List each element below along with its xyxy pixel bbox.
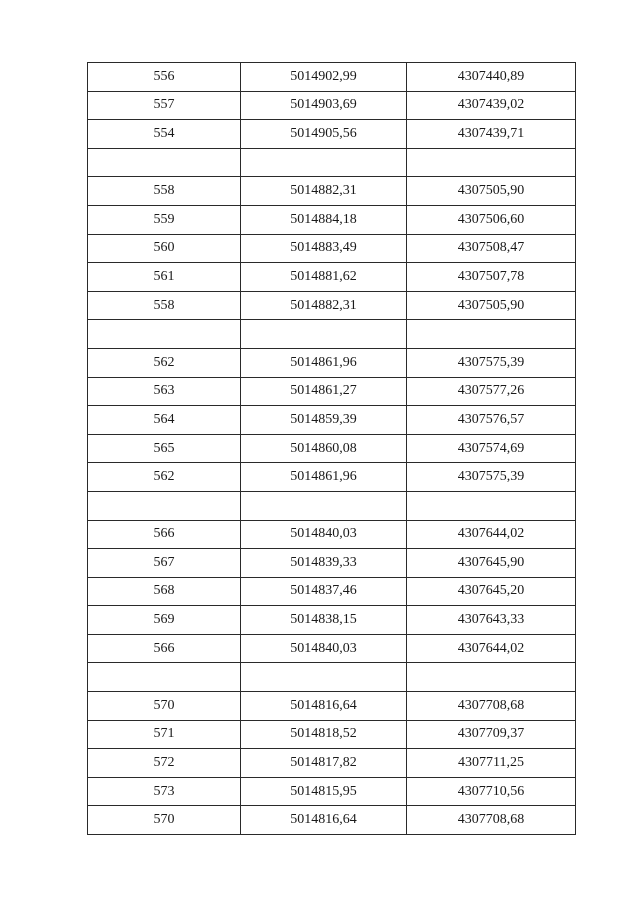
- x-coordinate-cell: 5014839,33: [241, 549, 407, 578]
- point-number-cell: 569: [88, 606, 241, 635]
- table-row: [88, 234, 576, 263]
- point-number-cell: 565: [88, 434, 241, 463]
- point-number-cell: 557: [88, 91, 241, 120]
- x-coordinate-cell: [241, 148, 407, 177]
- point-number-cell: 554: [88, 120, 241, 149]
- x-coordinate-cell: 5014881,62: [241, 263, 407, 292]
- table-row: [88, 148, 576, 177]
- x-coordinate-cell: 5014860,08: [241, 434, 407, 463]
- y-coordinate-cell: 4307440,89: [407, 63, 576, 92]
- y-coordinate-cell: 4307644,02: [407, 634, 576, 663]
- table-row: [88, 320, 576, 349]
- x-coordinate-cell: 5014838,15: [241, 606, 407, 635]
- table-row: [88, 549, 576, 578]
- y-coordinate-cell: 4307709,37: [407, 720, 576, 749]
- x-coordinate-cell: 5014859,39: [241, 406, 407, 435]
- y-coordinate-cell: 4307575,39: [407, 348, 576, 377]
- x-coordinate-cell: 5014861,96: [241, 463, 407, 492]
- x-coordinate-cell: [241, 491, 407, 520]
- point-number-cell: 558: [88, 177, 241, 206]
- point-number-cell: 572: [88, 749, 241, 778]
- table-row: [88, 491, 576, 520]
- y-coordinate-cell: 4307645,20: [407, 577, 576, 606]
- point-number-cell: [88, 148, 241, 177]
- point-number-cell: 562: [88, 463, 241, 492]
- y-coordinate-cell: 4307576,57: [407, 406, 576, 435]
- y-coordinate-cell: 4307575,39: [407, 463, 576, 492]
- y-coordinate-cell: [407, 320, 576, 349]
- table-row: [88, 663, 576, 692]
- y-coordinate-cell: 4307644,02: [407, 520, 576, 549]
- y-coordinate-cell: 4307645,90: [407, 549, 576, 578]
- y-coordinate-cell: [407, 148, 576, 177]
- table-body: [88, 63, 576, 835]
- point-number-cell: 573: [88, 777, 241, 806]
- table-row: [88, 91, 576, 120]
- point-number-cell: 558: [88, 291, 241, 320]
- x-coordinate-cell: 5014816,64: [241, 806, 407, 835]
- table-row: [88, 348, 576, 377]
- table-row: [88, 606, 576, 635]
- y-coordinate-cell: 4307577,26: [407, 377, 576, 406]
- x-coordinate-cell: 5014816,64: [241, 692, 407, 721]
- point-number-cell: 566: [88, 634, 241, 663]
- y-coordinate-cell: 4307643,33: [407, 606, 576, 635]
- x-coordinate-cell: 5014882,31: [241, 291, 407, 320]
- table-row: [88, 777, 576, 806]
- point-number-cell: 556: [88, 63, 241, 92]
- table-row: [88, 634, 576, 663]
- table-row: [88, 520, 576, 549]
- table-row: [88, 806, 576, 835]
- x-coordinate-cell: 5014883,49: [241, 234, 407, 263]
- table-row: [88, 577, 576, 606]
- y-coordinate-cell: 4307439,02: [407, 91, 576, 120]
- y-coordinate-cell: 4307574,69: [407, 434, 576, 463]
- point-number-cell: 564: [88, 406, 241, 435]
- point-number-cell: 571: [88, 720, 241, 749]
- x-coordinate-cell: 5014903,69: [241, 91, 407, 120]
- x-coordinate-cell: 5014818,52: [241, 720, 407, 749]
- point-number-cell: [88, 663, 241, 692]
- x-coordinate-cell: [241, 663, 407, 692]
- x-coordinate-cell: 5014815,95: [241, 777, 407, 806]
- point-number-cell: 562: [88, 348, 241, 377]
- table-row: [88, 177, 576, 206]
- x-coordinate-cell: 5014840,03: [241, 520, 407, 549]
- point-number-cell: [88, 320, 241, 349]
- x-coordinate-cell: 5014882,31: [241, 177, 407, 206]
- x-coordinate-cell: [241, 320, 407, 349]
- y-coordinate-cell: [407, 663, 576, 692]
- table-row: [88, 63, 576, 92]
- x-coordinate-cell: 5014884,18: [241, 205, 407, 234]
- point-number-cell: 568: [88, 577, 241, 606]
- point-number-cell: [88, 491, 241, 520]
- point-number-cell: 561: [88, 263, 241, 292]
- point-number-cell: 559: [88, 205, 241, 234]
- table-row: [88, 463, 576, 492]
- y-coordinate-cell: 4307508,47: [407, 234, 576, 263]
- point-number-cell: 567: [88, 549, 241, 578]
- x-coordinate-cell: 5014861,27: [241, 377, 407, 406]
- x-coordinate-cell: 5014861,96: [241, 348, 407, 377]
- coordinates-table: [87, 62, 576, 835]
- y-coordinate-cell: 4307711,25: [407, 749, 576, 778]
- point-number-cell: 563: [88, 377, 241, 406]
- y-coordinate-cell: 4307506,60: [407, 205, 576, 234]
- y-coordinate-cell: 4307710,56: [407, 777, 576, 806]
- table-row: [88, 692, 576, 721]
- table-row: [88, 377, 576, 406]
- y-coordinate-cell: 4307505,90: [407, 291, 576, 320]
- table-row: [88, 720, 576, 749]
- x-coordinate-cell: 5014902,99: [241, 63, 407, 92]
- point-number-cell: 566: [88, 520, 241, 549]
- y-coordinate-cell: 4307439,71: [407, 120, 576, 149]
- table-row: [88, 205, 576, 234]
- x-coordinate-cell: 5014840,03: [241, 634, 407, 663]
- y-coordinate-cell: 4307505,90: [407, 177, 576, 206]
- y-coordinate-cell: 4307708,68: [407, 806, 576, 835]
- point-number-cell: 570: [88, 806, 241, 835]
- table-row: [88, 291, 576, 320]
- y-coordinate-cell: 4307507,78: [407, 263, 576, 292]
- point-number-cell: 570: [88, 692, 241, 721]
- table-row: [88, 749, 576, 778]
- x-coordinate-cell: 5014817,82: [241, 749, 407, 778]
- y-coordinate-cell: [407, 491, 576, 520]
- table-row: [88, 406, 576, 435]
- x-coordinate-cell: 5014837,46: [241, 577, 407, 606]
- point-number-cell: 560: [88, 234, 241, 263]
- x-coordinate-cell: 5014905,56: [241, 120, 407, 149]
- table-row: [88, 263, 576, 292]
- table-row: [88, 434, 576, 463]
- y-coordinate-cell: 4307708,68: [407, 692, 576, 721]
- table-row: [88, 120, 576, 149]
